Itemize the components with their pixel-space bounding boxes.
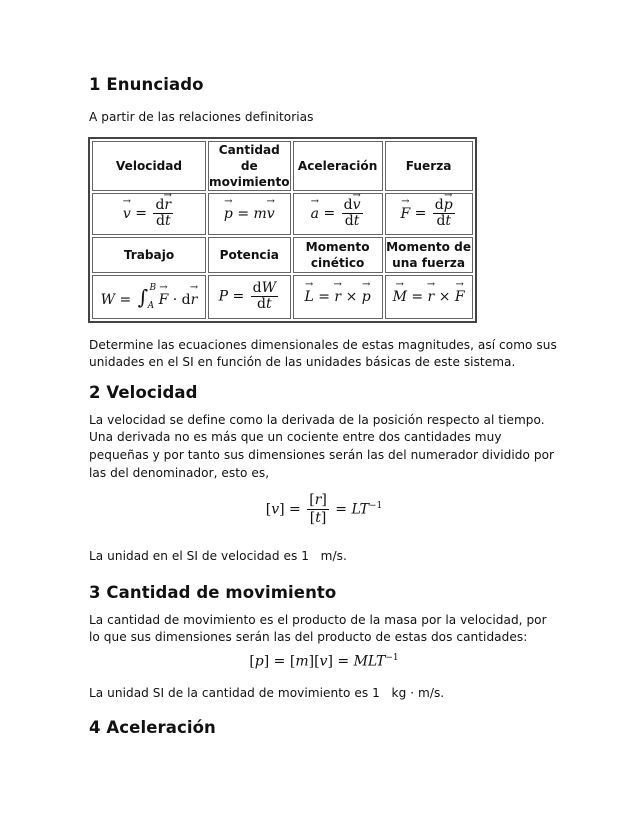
task-paragraph: Determine las ecuaciones dimensionales de estas magnitudes, así como sus unidades en el SI en función de las unidades básicas de este sistema. [89,337,557,370]
formula-trabajo: W = ∫ B A → F · d→ r [92,275,206,319]
table-header-momento-cinetico: Momento cinético [293,237,383,273]
table-header-aceleracion: Aceleración [293,141,383,191]
formula-cantidad-movimiento: → p = m→ v [208,193,291,235]
table-header-fuerza: Fuerza [385,141,473,191]
formula-fuerza: → F = $\frac{d\to p}{dt}$ [385,193,473,235]
intro-paragraph: A partir de las relaciones definitorias [89,110,314,124]
formula-momento-cinetico: → L = → r × → p [293,275,383,319]
cantidad-movimiento-unit-paragraph: La unidad SI de la cantidad de movimiento es 1 kg · m/s. [89,685,445,700]
table-header-velocidad: Velocidad [92,141,206,191]
table-header-cantidad-movimiento: Cantidad de movimiento [209,142,290,189]
cantidad-movimiento-paragraph: La cantidad de movimiento es el producto de la masa por la velocidad, por lo que sus dimensiones serán las del producto de estas dos cantidades: [89,612,547,645]
table-header-trabajo: Trabajo [92,237,206,273]
equation-cantidad-movimiento-dimension: $[p] = [m][v] = MLT^{-1}$ [249,652,399,670]
section-heading-velocidad: 2 Velocidad [89,382,198,402]
formula-aceleracion: → a = $\frac{d\to v}{dt}$ [293,193,383,235]
formula-velocidad: → v = $\frac{d\to r}{dt}$ [92,193,206,235]
equation-velocidad-dimension: [v] = $\frac{[r]}{[t]}$ = $LT^{-1}$ [265,492,383,527]
section-heading-cantidad-movimiento: 3 Cantidad de movimiento [89,582,337,602]
table-header-momento-fuerza: Momento de una fuerza [385,237,473,273]
formula-potencia: P = $\frac{dW}{dt}$ [208,275,291,319]
velocidad-paragraph: La velocidad se define como la derivada de la posición respecto al tiempo. Una derivada no es más que un cociente entre dos cantidades muy pequeñas y por tanto sus dimensiones serán las del numerador dividido por las del denominador, esto es, [89,412,555,480]
velocidad-unit-paragraph: La unidad en el SI de velocidad es 1 m/s. [89,549,347,564]
table-header-potencia: Potencia [208,237,291,273]
section-heading-aceleracion: 4 Aceleración [89,717,216,737]
section-heading-enunciado: 1 Enunciado [89,75,204,94]
document-page [89,70,559,739]
definitions-table [88,137,477,323]
formula-momento-fuerza: → M = → r × → F [385,275,473,319]
